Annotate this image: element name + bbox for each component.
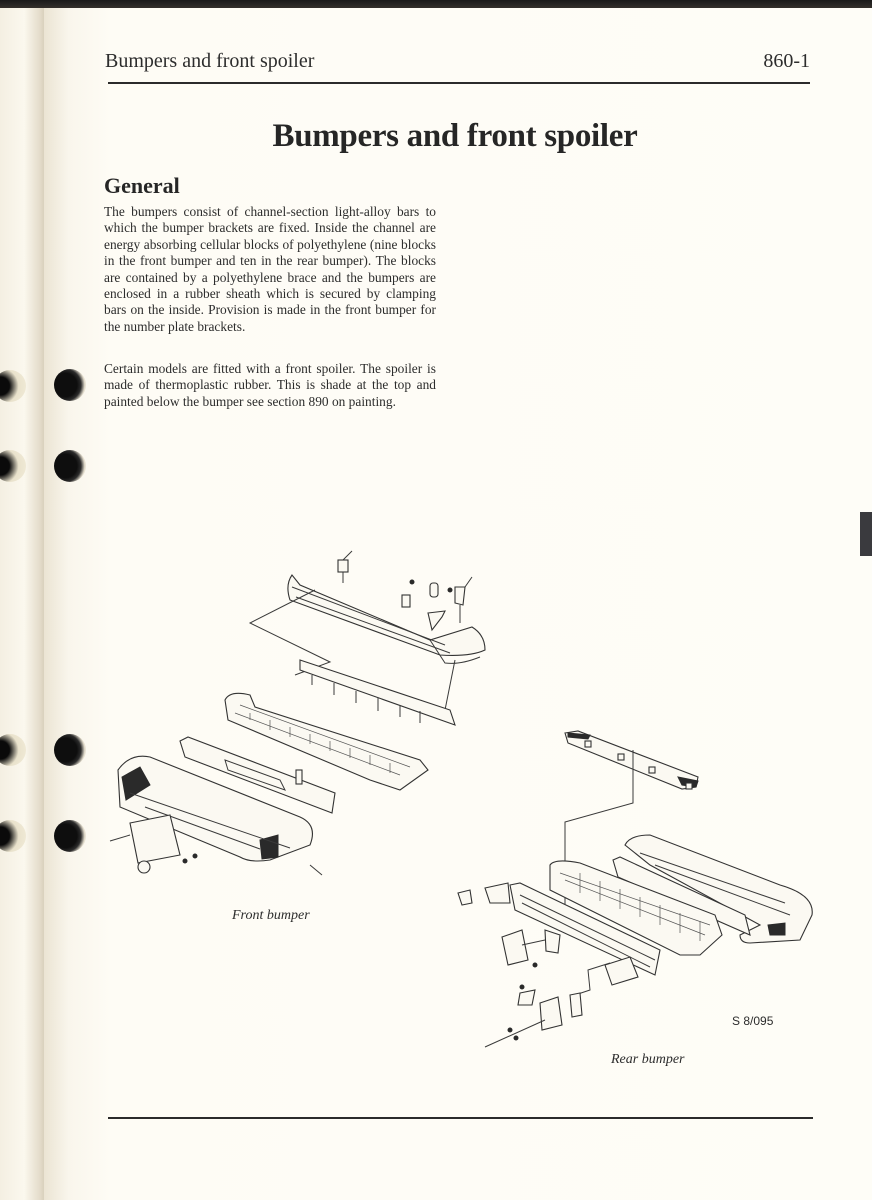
figure-reference: S 8/095 <box>732 1014 774 1028</box>
footer-rule <box>108 1117 813 1119</box>
punch-hole <box>54 820 86 852</box>
rear-bracket <box>540 997 562 1030</box>
punch-hole <box>54 450 86 482</box>
rear-bumper-diagram <box>450 725 820 1050</box>
bracket <box>402 595 410 607</box>
bracket <box>455 587 465 605</box>
page-title: Bumpers and front spoiler <box>272 118 638 154</box>
page-number: 860-1 <box>763 50 810 72</box>
front-brace <box>300 660 455 725</box>
running-header-title: Bumpers and front spoiler <box>105 50 315 72</box>
bracket <box>296 770 302 784</box>
punch-hole <box>54 734 86 766</box>
front-bumper-diagram <box>100 545 490 885</box>
punch-hole <box>54 369 86 401</box>
bracket <box>428 611 445 630</box>
bracket <box>430 583 438 597</box>
body-paragraph: The bumpers consist of channel-section light-alloy bars to which the bumper brackets are fixed. Inside the channel are energy absorbing cellular blocks of polyethylene (nine blocks in the front bumper and ten in the rear bumper). The blocks are contained by a polyethylene brace and the bumpers are enclosed in a rubber sheath which is secured by clamping bars on the inside. Provision is made in the front bumper for the number plate brackets. <box>104 204 436 334</box>
mounting-nut <box>138 861 150 873</box>
rear-bumper-caption: Rear bumper <box>611 1052 685 1067</box>
rear-bracket <box>545 930 560 953</box>
rear-top-cover <box>565 731 698 789</box>
header-rule <box>108 82 810 84</box>
end-cap <box>485 883 510 903</box>
front-bumper-caption: Front bumper <box>232 908 310 923</box>
facing-page-edge <box>0 8 44 1200</box>
section-thumb-tab <box>860 512 872 556</box>
bracket <box>338 560 348 572</box>
section-heading: General <box>104 173 180 198</box>
body-paragraph: Certain models are fitted with a front spoiler. The spoiler is made of thermoplastic rubber. This is shade at the top and painted below the bumper see section 890 on painting. <box>104 361 436 409</box>
rear-bracket <box>502 930 528 965</box>
